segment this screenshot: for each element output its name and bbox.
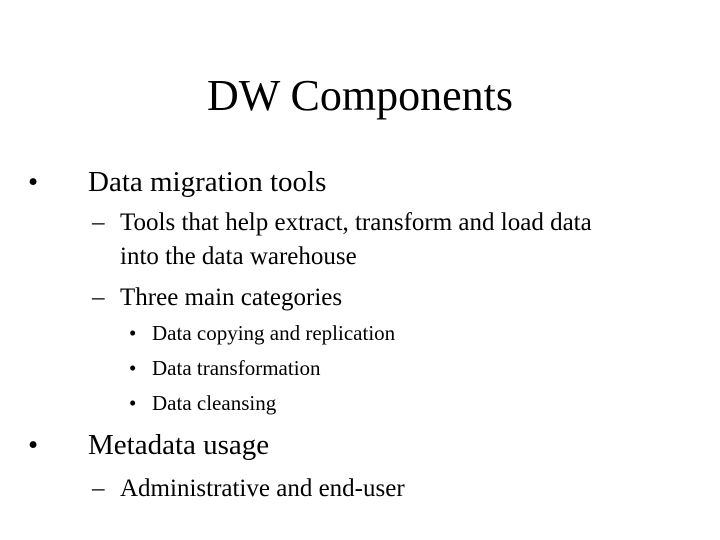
level1-bullet: • [28,166,39,198]
bullet-metadata-usage: Metadata usage [88,429,270,461]
level3-bullet: • [129,391,137,415]
subbullet-tools-line2: into the data warehouse [120,243,357,270]
level3-bullet: • [129,356,137,380]
subbullet-three-main-categories: Three main categories [120,284,343,311]
level2-dash: – [92,209,105,236]
level3-bullet: • [129,321,137,345]
category-data-cleansing: Data cleansing [152,391,277,415]
level2-dash: – [92,284,105,311]
category-data-transformation: Data transformation [152,356,321,380]
slide-title: DW Components [207,71,513,120]
level1-bullet: • [28,429,39,461]
level2-dash: – [92,475,105,502]
bullet-data-migration-tools: Data migration tools [88,166,327,198]
subbullet-administrative: Administrative and end-user [120,475,405,502]
category-data-copying: Data copying and replication [152,321,396,345]
subbullet-tools-line1: Tools that help extract, transform and load data [120,209,592,236]
